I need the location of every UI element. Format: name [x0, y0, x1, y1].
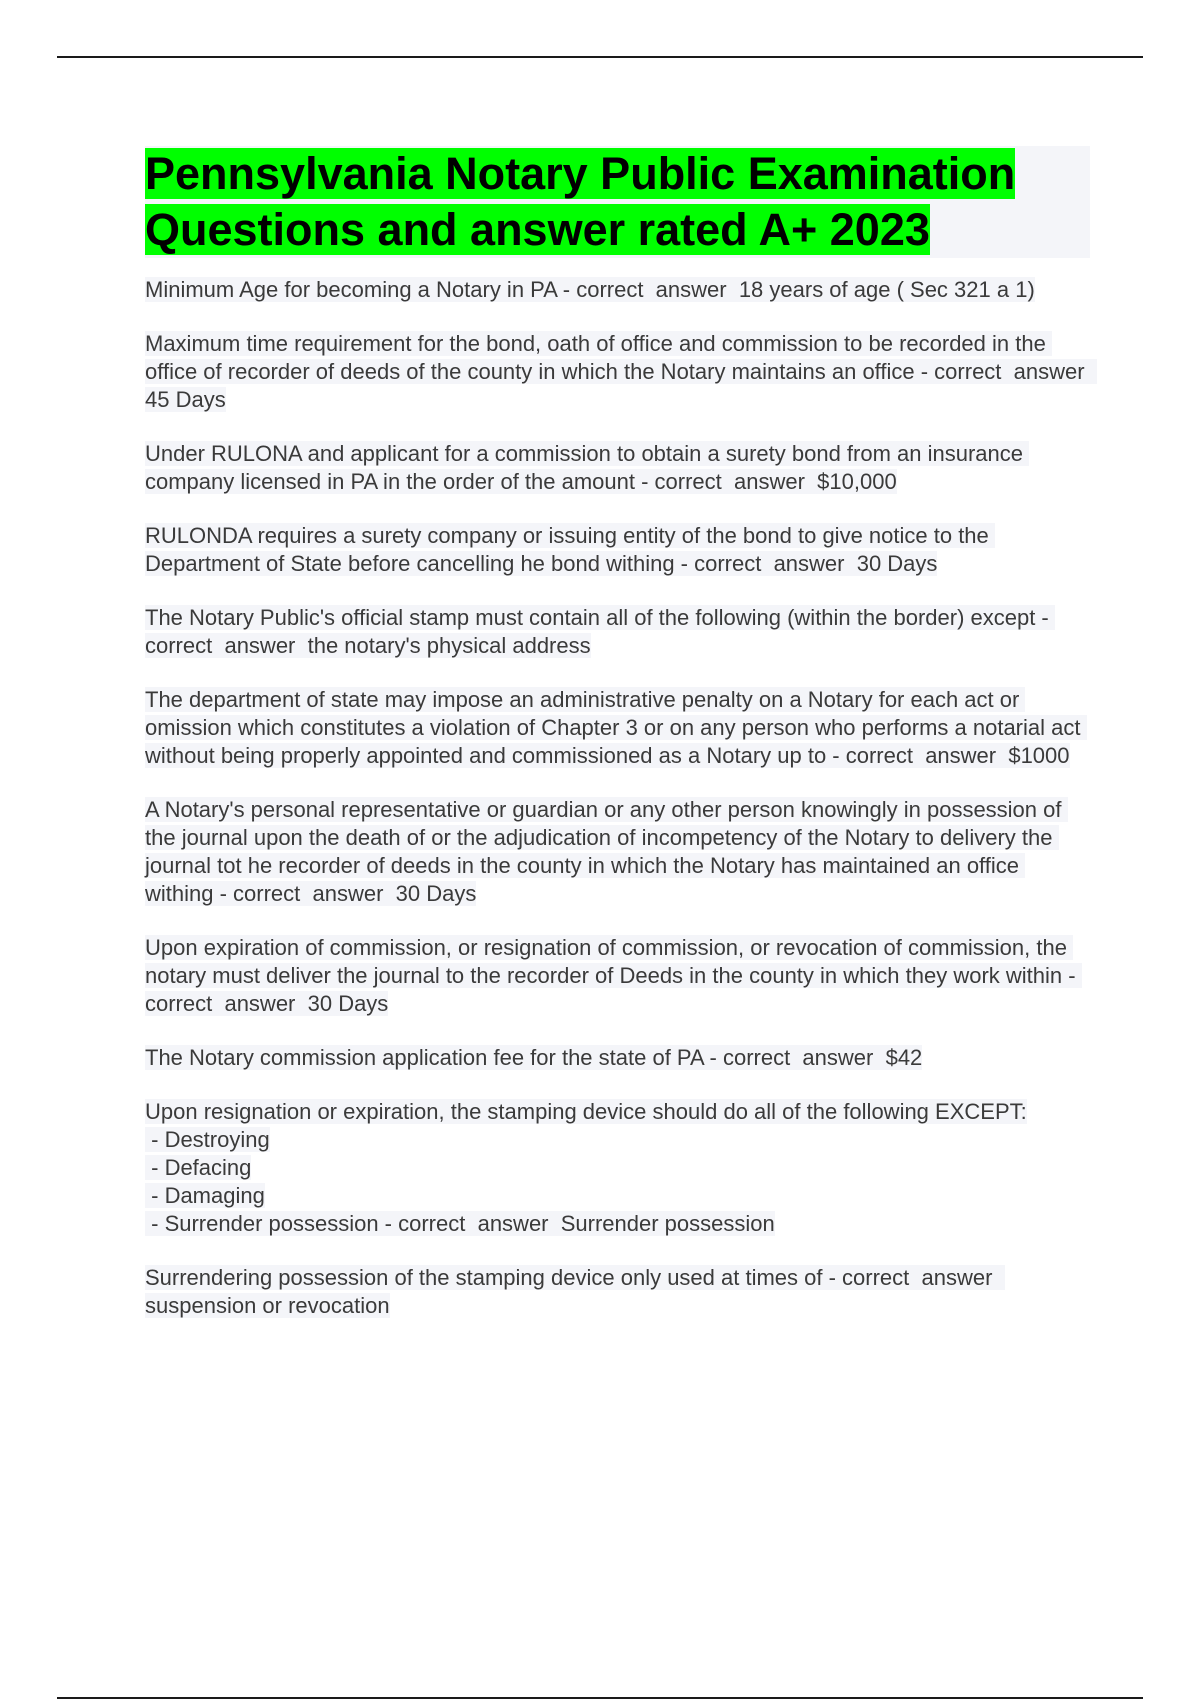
document-body: [145, 146, 1097, 1346]
qa-item-7: [145, 796, 1090, 908]
title-block: [145, 146, 1090, 258]
qa-text: A Notary's personal representative or guardian or any other person knowingly in possession of the journal upon the death of or the adjudication of incompetency of the Notary to delivery the journal tot he recorder of deeds in the county in which the Notary has maintained an office withing - correct answer 30 Days: [145, 797, 1068, 906]
qa-text: The Notary Public's official stamp must contain all of the following (within the border) except - correct answer the notary's physical address: [145, 605, 1055, 658]
qa-text: Surrendering possession of the stamping device only used at times of - correct answer suspension or revocation: [145, 1265, 1005, 1318]
qa-text: Upon expiration of commission, or resignation of commission, or revocation of commission, the notary must deliver the journal to the recorder of Deeds in the county in which they work within - correct answer 30 Days: [145, 935, 1082, 1016]
qa-text: Maximum time requirement for the bond, oath of office and commission to be recorded in the office of recorder of deeds of the county in which the Notary maintains an office - correct answer 45 Days: [145, 331, 1097, 412]
top-rule: [57, 56, 1143, 58]
qa-text: Upon resignation or expiration, the stamping device should do all of the following EXCEPT: - Destroying - Defacing - Damaging - Surrender possession - correct answer Surrender possession: [145, 1099, 1027, 1236]
qa-text: The Notary commission application fee for the state of PA - correct answer $42: [145, 1045, 923, 1070]
qa-item-4: [145, 522, 1090, 578]
bottom-rule: [57, 1697, 1143, 1699]
qa-text: The department of state may impose an administrative penalty on a Notary for each act or omission which constitutes a violation of Chapter 3 or on any person who performs a notarial act without being properly appointed and commissioned as a Notary up to - correct answer $1000: [145, 687, 1087, 768]
qa-text: Under RULONA and applicant for a commission to obtain a surety bond from an insurance company licensed in PA in the order of the amount - correct answer $10,000: [145, 441, 1030, 494]
qa-item-6: [145, 686, 1090, 770]
qa-item-10: [145, 1098, 1090, 1238]
title-line-1: Pennsylvania Notary Public Examination: [145, 148, 1016, 199]
title-line-2: Questions and answer rated A+ 2023: [145, 204, 930, 255]
qa-text: RULONDA requires a surety company or issuing entity of the bond to give notice to the Department of State before cancelling he bond withing - correct answer 30 Days: [145, 523, 995, 576]
qa-item-1: [145, 276, 1090, 304]
qa-item-3: [145, 440, 1090, 496]
qa-item-8: [145, 934, 1090, 1018]
qa-text: Minimum Age for becoming a Notary in PA - correct answer 18 years of age ( Sec 321 a 1): [145, 277, 1035, 302]
qa-item-9: [145, 1044, 1090, 1072]
qa-item-5: [145, 604, 1090, 660]
qa-item-11: [145, 1264, 1090, 1320]
document-title: [145, 148, 1015, 255]
qa-item-2: [145, 330, 1097, 414]
